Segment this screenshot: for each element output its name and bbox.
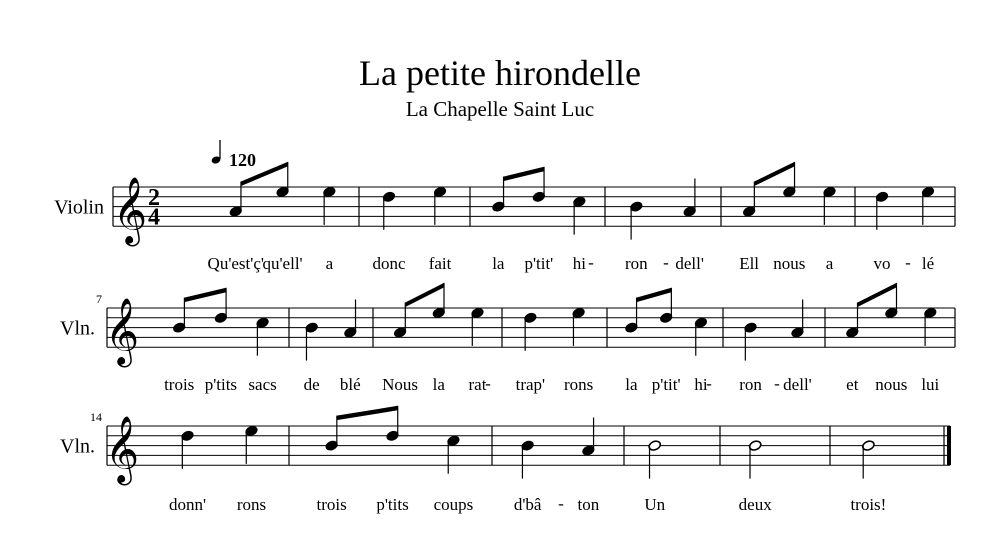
eighth-beam: [754, 162, 794, 186]
lyric-syllable: la: [625, 375, 638, 394]
lyric-syllable: nous: [875, 375, 908, 394]
lyric-hyphen: -: [774, 374, 780, 393]
lyric-syllable: deux: [738, 495, 772, 514]
lyric-syllable: donn': [168, 495, 207, 514]
lyric-syllable: trois: [316, 495, 347, 514]
lyric-syllable: Ell: [739, 254, 760, 273]
tempo-value: 120: [229, 150, 256, 170]
lyric-syllable: p'tit': [524, 254, 554, 273]
lyric-hyphen: -: [558, 494, 564, 513]
lyric-syllable: hi: [572, 254, 586, 273]
eighth-beam: [858, 283, 897, 307]
lyric-syllable: nous: [773, 254, 806, 273]
lyric-hyphen: -: [905, 253, 911, 272]
lyric-syllable: p'tits: [204, 375, 238, 394]
lyric-syllable: blé: [339, 375, 361, 394]
instrument-label: Vln.: [60, 317, 95, 340]
lyric-syllable: qu'ell': [262, 254, 303, 273]
lyric-syllable: ron: [739, 375, 762, 394]
lyric-syllable: dell': [783, 375, 812, 394]
lyric-syllable: sacs: [248, 375, 277, 394]
lyric-syllable: la: [432, 375, 445, 394]
lyric-syllable: Qu'est'ç': [207, 254, 264, 273]
eighth-beam: [504, 167, 545, 181]
eighth-beam: [337, 406, 398, 420]
treble-clef-icon: 𝄞: [112, 175, 148, 244]
eighth-beam: [184, 288, 226, 302]
lyric-hyphen: -: [485, 374, 491, 393]
measure-number: 7: [96, 292, 102, 306]
lyric-syllable: rat: [468, 375, 487, 394]
lyric-syllable: la: [492, 254, 505, 273]
lyric-syllable: rons: [236, 495, 267, 514]
lyric-syllable: dell': [675, 254, 704, 273]
lyric-syllable: coups: [433, 495, 474, 514]
time-signature-top: 2: [148, 184, 160, 211]
lyric-syllable: a: [325, 254, 334, 273]
lyric-syllable: ton: [577, 495, 600, 514]
lyric-syllable: vo: [873, 254, 891, 273]
score-title: La petite hirondelle: [359, 53, 641, 93]
lyric-syllable: de: [303, 375, 320, 394]
lyric-syllable: lé: [921, 254, 935, 273]
lyric-syllable: Nous: [382, 375, 419, 394]
lyric-syllable: fait: [428, 254, 452, 273]
lyric-syllable: lui: [921, 375, 940, 394]
lyric-syllable: d'bâ: [513, 495, 542, 514]
lyric-syllable: p'tit': [651, 375, 681, 394]
treble-clef-icon: 𝄞: [104, 296, 140, 365]
lyric-syllable: trois: [164, 375, 195, 394]
lyric-syllable: ron: [624, 254, 648, 273]
lyric-syllable: a: [825, 254, 834, 273]
lyric-syllable: hi: [694, 375, 708, 394]
eighth-beam: [637, 288, 672, 302]
lyric-hyphen: -: [663, 253, 669, 272]
lyric-syllable: donc: [372, 254, 406, 273]
instrument-label: Violin: [54, 196, 104, 219]
lyric-syllable: et: [846, 375, 859, 394]
eighth-beam: [405, 283, 444, 307]
score-subtitle: La Chapelle Saint Luc: [405, 97, 595, 121]
lyric-syllable: p'tits: [376, 495, 409, 514]
lyric-syllable: trois!: [850, 495, 887, 514]
measure-number: 14: [90, 410, 102, 424]
treble-clef-icon: 𝄞: [104, 414, 140, 483]
lyric-syllable: Un: [644, 495, 666, 514]
instrument-label: Vln.: [60, 435, 95, 458]
lyric-hyphen: -: [588, 253, 594, 272]
lyric-syllable: trap': [515, 375, 546, 394]
lyric-hyphen: -: [706, 374, 712, 393]
lyric-syllable: rons: [564, 375, 594, 394]
time-signature-bottom: 4: [148, 204, 160, 231]
